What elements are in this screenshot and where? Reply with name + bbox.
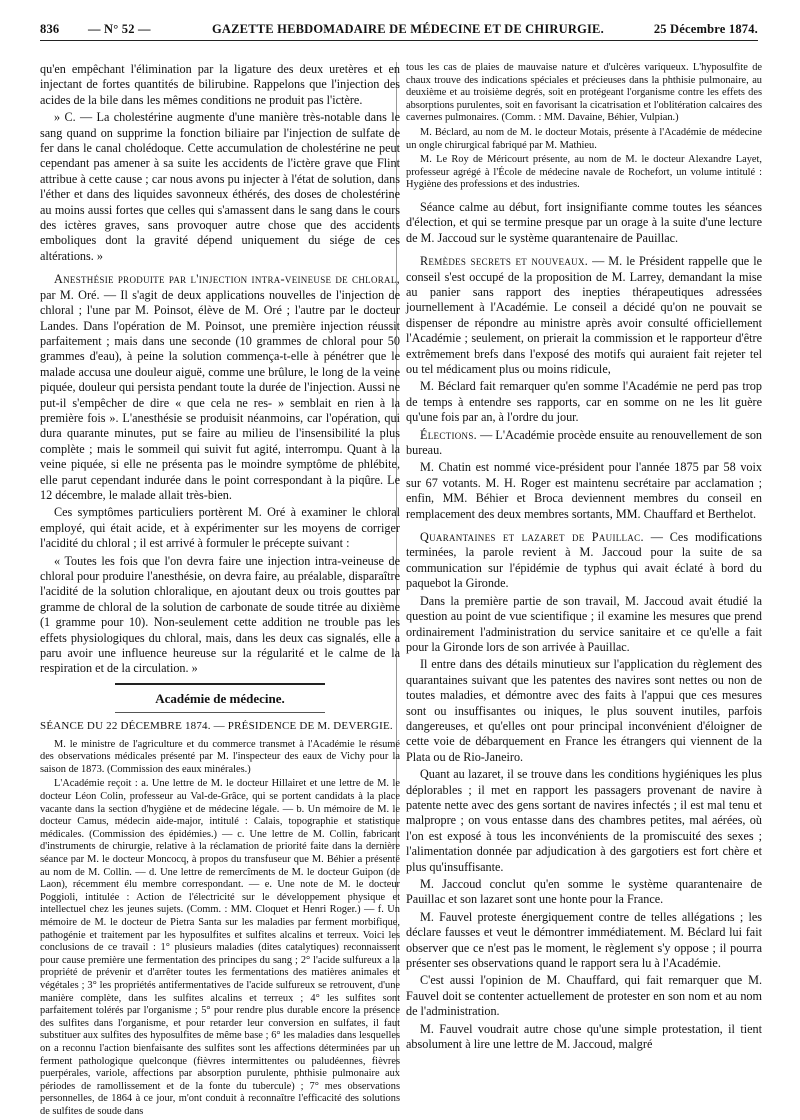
paragraph: Dans la première partie de son travail, M. Jaccoud avait étudié la question au point de vue scientifique ; il examine les mesures que prend ordinairement l'administration du service sanitaire et ce qu'elle a fait pour la Gironde lors de son arrivée à Pauillac. (406, 593, 762, 654)
paragraph: M. Chatin est nommé vice-président pour l'année 1875 par 58 voix sur 67 votants. M. H. Roger est maintenu secrétaire par acclamation ; enfin, MM. Béhier et Broca deviennent membres du conseil en remplacement des deux membres sortants, MM. Chauffard et Berthelot. (406, 460, 762, 521)
paragraph: M. Fauvel voudrait autre chose qu'une simple protestation, il tient absolument à lire une lettre de M. Jaccoud, malgré (406, 1021, 762, 1052)
paragraph: C'est aussi l'opinion de M. Chauffard, qui fait remarquer que M. Fauvel doit se contenter actuellement de protester en son nom et au nom de l'administration. (406, 973, 762, 1019)
anesthesia-section (40, 272, 400, 503)
paragraph: Quant au lazaret, il se trouve dans les conditions hygiéniques les plus déplorables ; il met en rapport les passagers provenant de navire à patente nette avec des gens sortant de navires infectés ; il est mal tenu et malpropre ; on vous entasse dans des chambres petites, mal aérées, où l'on est exposé à tous les inconvénients de la promiscuité des sexes ; l'alimentation donnée par adjudication à des gargotiers est fort chère et plus qu'insuffisante. (406, 767, 762, 874)
session-line: SÉANCE DU 22 DÉCEMBRE 1874. — PRÉSIDENCE DE M. DEVERGIE. (40, 720, 393, 733)
quarantine-section: Quarantaines et lazaret de Pauillac. — Ces modifications terminées, la parole revient à M. Jaccoud pour la suite de sa communication sur l'épidémie de typhus qui avait éclaté à bord du paquebot la Gironde. (406, 530, 762, 591)
paragraph: M. Béclard fait remarquer qu'en somme l'Académie ne perd pas trop de temps à entendre ses rapports, car en somme on ne les lit guère qu'une fois par an, à l'ordre du jour. (406, 379, 762, 425)
small-paragraph: tous les cas de plaies de mauvaise nature et d'ulcères variqueux. L'hyposulfite de chaux trouve des indications spéciales et précieuses dans la phthisie pulmonaire, au deuxième et au troisième degrés, soit en protégeant l'organisme contre les effets des absorptions purulentes, soit en favorisant la cicatrisation et l'oblitération calcaires des cavernes pulmonaires. (Comm. : MM. Davaine, Béhier, Vulpian.) (406, 62, 762, 124)
paragraph: Séance calme au début, fort insignifiante comme toutes les séances d'élection, et qui se termine presque par un orage à la suite d'une lecture de M. Jaccoud sur le système quarantenaire de Pauillac. (406, 199, 762, 245)
right-column (406, 62, 762, 1054)
paragraph: M. Jaccoud conclut qu'en somme le système quarantenaire de Pauillac et son lazaret sont une honte pour la France. (406, 877, 762, 907)
small-paragraph: L'Académie reçoit : a. Une lettre de M. le docteur Hillairet et une lettre de M. le docteur Léon Colin, professeur au Val-de-Grâce, qui se portent candidats à la place vacante dans la section d'hygiène et de médecine légale. — b. Un mémoire de M. le docteur Camus, médecin aide-major, intitulé : Calais, topographie et statistique médicales. (Commission des épidémies.) — c. Une lettre de M. Collin, fabricant d'instruments de chirurgie, relative à la réclamation de priorité faite dans la dernière séance par M. le docteur Moncocq, à propos du transfuseur que M. Béhier a présenté au nom de M. Collin. — d. Une lettre de remercîments de M. le docteur Guipon (de Laon), récemment élu membre correspondant. — e. Une note de M. le docteur Poggioli, intitulée : Action de l'électricité sur le développement physique et intellectuel chez les jeunes sujets. (Comm. : MM. Cloquet et Henri Roger.) — f. Un mémoire de M. le docteur de Pietra Santa sur les maladies par ferment morbifique, pathogénie et traitement par les hyposulfites et sulfites alcalins et terreux. Voici les conclusions de ce travail : 1° plusieurs maladies (dites catalytiques) reconnaissent pour cause première une fermentation des principes du sang ; 2° l'acide sulfureux a la propriété de prévenir et d'arrêter toutes les fermentations des matières animales et végétales ; 3° les propriétés antifermentatives de l'acide sulfureux se retrouvent, d'une manière complète, dans les sulfites alcalins et terreux ; 4° les sulfites sont parfaitement tolérés par l'organisme ; 5° pour rendre plus durable encore la présence des sulfites dans l'organisme, et pour retarder leur conversion en sulfates, il faut substituer aux sulfites des hyposulfites de même base ; 6° les maladies dans lesquelles on a reconnu l'action bienfaisante des sulfites sont les affections déterminées par un ferment pathologique quelconque (fièvres intermittentes ou paludéennes, fièvres puerpérales, variole, affections par absorption purulente, phthisie pulmonaire aux périodes de ramollissement et de la fonte du tubercule) ; 7° mes observations personnelles, de 1864 à ce jour, m'ont conduit à reconnaître l'efficacité des solutions de sulfites de soude dans (40, 778, 400, 1117)
section-heading: Élections. (420, 427, 477, 442)
paragraph: par M. Oré. — Il s'agit de deux applications nouvelles de l'injection de chloral ; l'une par M. Poinsot, élève de M. Oré ; l'autre par le docteur Landes. Dans l'opération de M. Poinsot, une première injection réussit parfaitement ; mais dans une seconde (10 grammes de chloral pour 50 grammes d'eau), à peine la solution commença-t-elle à pénétrer que le malade accusa une douleur aiguë, comme une brûlure, le long de la veine piquée, douleur qui persista pendant toute la durée de l'injection. Aussi ne put-il s'empêcher de dire « que cela ne res- » semblait en rien à la première fois ». L'anesthésie se produisit néanmoins, car l'opération, qui dura quarante minutes, put se faire au milieu de l'insensibilité la plus complète ; mais le sommeil qui suivit fut agité, interrompu. Quant à la veine piquée, si elle ne présenta pas le moindre symptôme de phlébite, elle parut cependant indurée dans le point correspondant à la piqûre. Le 12 décembre, le malade allait très-bien. (40, 287, 400, 502)
journal-title: GAZETTE HEBDOMADAIRE DE MÉDECINE ET DE CHIRURGIE. (212, 22, 604, 36)
paragraph: qu'en empêchant l'élimination par la ligature des deux uretères et en injectant de fortes quantités de bilirubine. Rappelons que l'injection des acides de la bile dans les mêmes conditions ne produit pas l'ictère. (40, 62, 400, 107)
paragraph: Il entre dans des détails minutieux sur l'application du règlement des quarantaines suivant que les patentes des navires sont nettes ou non de toutes maladies, et démontre avec des faits à l'appui que ces mesures sont ou insuffisantes ou iniques, le plus souvent inutiles, parfois dangereuses, et qu'elles ont pour principal inconvénient d'éloigner de cette voie de débarquement en France les étrangers qui viennent de la Plata ou de Rio-Janeiro. (406, 657, 762, 764)
small-paragraph: M. Béclard, au nom de M. le docteur Motais, présente à l'Académie de médecine un ongle chirurgical fabriqué par M. Mathieu. (406, 126, 762, 151)
paragraph: M. Fauvel proteste énergiquement contre de telles allégations ; les déclare fausses et veut le démontrer immédiatement. M. Béclard lui fait observer que ce n'est pas le moment, le règlement s'y oppose ; il pourra présenter ses observations quand le rapport sera lu à l'Académie. (406, 909, 762, 971)
page-number: 836 (40, 22, 60, 36)
section-heading: Quarantaines et lazaret de Pauillac. (420, 530, 644, 545)
issue-date: 25 Décembre 1874. (653, 22, 758, 36)
academy-title: Académie de médecine. (155, 690, 285, 706)
remedies-section: Remèdes secrets et nouveaux. — M. le Président rappelle que le conseil s'est occupé de la proposition de M. Larrey, demandant la mise au panier sans rapport des inepties thérapeutiques adressées journellement à l'Académie. Le conseil a décidé qu'on ne pouvait se dispenser de répondre au ministre après avoir consulté officiellement l'Académie ; seulement, on prierait la commission et le rapporteur d'être extrêmement brefs dans l'exposé des motifs qui auraient fait rejeter tel ou tel médicament plus ou moins ridicule, (406, 254, 763, 376)
academy-heading-block (40, 683, 400, 713)
left-column (40, 62, 400, 1120)
small-paragraph: M. Le Roy de Méricourt présente, au nom de M. le docteur Alexandre Layet, professeur agrégé à l'École de médecine navale de Rochefort, un volume intitulé : Hygiène des professions et des industries. (406, 154, 762, 191)
elections-section: Élections. — L'Académie procède ensuite au renouvellement de son bureau. (406, 427, 763, 458)
issue-number: — N° 52 — (88, 22, 151, 36)
small-paragraph: M. le ministre de l'agriculture et du commerce transmet à l'Académie le résumé des observations médicales présenté par M. l'inspecteur des eaux de Vichy pour la saison de 1873. (Commission des eaux minérales.) (40, 738, 400, 775)
paragraph: « Toutes les fois que l'on devra faire une injection intra-veineuse de chloral pour produire l'anesthésie, on devra faire, au préalable, disparaître l'acidité de la solution chloralique, en ajoutant deux ou trois gouttes par gramme de chloral de la solution de carbonate de soude titrée au dixième (1 gramme pour 10). Non-seulement cette addition ne trouble pas les effets physiologiques du chloral, mais, dans les deux cas signalés, elle a paru avoir une influence heureuse sur la régularité et le calme de la respiration et de la circulation. » (40, 553, 400, 676)
section-heading: Anesthésie produite par l'injection intra-veineuse de chloral, (54, 272, 400, 287)
paragraph: Ces symptômes particuliers portèrent M. Oré à examiner le chloral employé, qui était acide, et à expérimenter sur les moyens de corriger l'acidité du chloral ; il est arrivé à formuler le précepte suivant : (40, 505, 400, 551)
section-heading: Remèdes secrets et nouveaux. (420, 254, 589, 269)
paragraph: » C. — La cholestérine augmente d'une manière très-notable dans le sang quand on supprime la fonction biliaire par l'injection de sulfate de fer dans le canal cholédoque. Cette accumulation de cholestérine ne peut cependant pas amener à sa suite les accidents de l'ictère grave que Flint attribue à cette cause ; car nous avons pu injecter à l'état de solution, dans l'éther et dans des liquides savonneux éthérés, des doses de cholestérine au moins aussi fortes que celles qui s'amassent dans le sang dans le cours des ictères graves, sans provoquer autre chose que des accidents emboliques dont la gravité dépend uniquement du siége de ces altérations. » (40, 110, 400, 263)
page-header (40, 18, 758, 41)
